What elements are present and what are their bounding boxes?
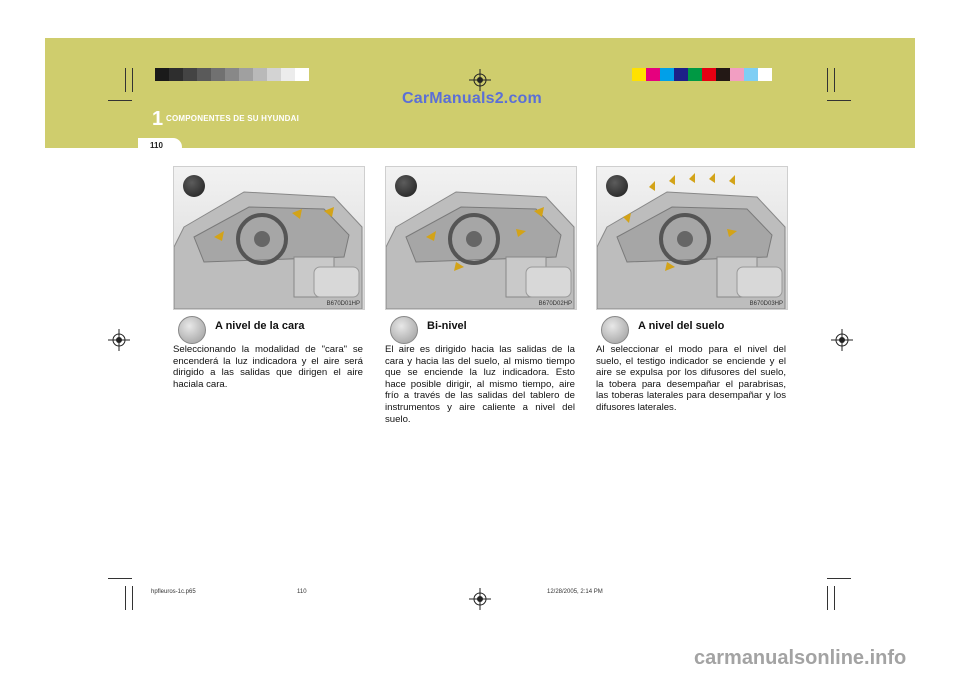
- dashboard-illustration-icon: [174, 167, 364, 309]
- crop-mark: [827, 100, 851, 101]
- section-title: COMPONENTES DE SU HYUNDAI: [166, 114, 300, 123]
- figure-code: B670D03HP: [749, 301, 783, 307]
- crop-mark: [125, 68, 126, 92]
- grayscale-bar: [155, 68, 309, 81]
- page-number-tab: [138, 138, 182, 156]
- dashboard-illustration-icon: [386, 167, 576, 309]
- mode-heading: [596, 316, 786, 340]
- dashboard-figure: [173, 166, 365, 310]
- footer-page: 110: [297, 589, 307, 595]
- bilevel-mode-icon: [390, 316, 418, 344]
- crop-mark: [125, 586, 126, 610]
- crop-mark: [108, 578, 132, 579]
- registration-mark-icon: [108, 329, 130, 351]
- figure-code: B670D01HP: [326, 301, 360, 307]
- process-color-bar: [632, 68, 772, 81]
- mode-heading: [385, 316, 575, 340]
- mode-description: Al seleccionar el modo para el nivel del suelo, el testigo indicador se enciende y el aire se expulsa por los difusores del suelo, la tobera para desempañar el parabrisas, las toberas laterales para desempañar y los difusores laterales.: [596, 344, 786, 413]
- footer-file: hpfleuros-1c.p65: [151, 589, 196, 595]
- registration-mark-icon: [469, 588, 491, 610]
- mode-description: El aire es dirigido hacia las salidas de la cara y hacia las del suelo, al mismo tiempo que se enciende la luz indicadora. Esto hace posible dirigir, al mismo tiempo, aire frío a través de las salidas del tablero de instrumentos y aire caliente a nivel del suelo.: [385, 344, 575, 425]
- mode-title: A nivel de la cara: [215, 320, 305, 332]
- column-floor: [596, 166, 786, 414]
- crop-mark: [827, 586, 828, 610]
- dashboard-figure: [596, 166, 788, 310]
- mode-description: Seleccionando la modalidad de "cara" se encenderá la luz indicadora y el aire será dirigido a las salidas que dirigen el aire haciala cara.: [173, 344, 363, 390]
- registration-mark-icon: [469, 69, 491, 91]
- mode-title: A nivel del suelo: [638, 320, 725, 332]
- column-bilevel: [385, 166, 575, 425]
- mode-heading: [173, 316, 363, 340]
- crop-mark: [827, 68, 828, 92]
- crop-mark: [834, 68, 835, 92]
- registration-mark-icon: [831, 329, 853, 351]
- face-mode-icon: [178, 316, 206, 344]
- watermark-bottom[interactable]: carmanualsonline.info: [694, 647, 907, 669]
- crop-mark: [834, 586, 835, 610]
- crop-mark: [132, 586, 133, 610]
- section-number: 1: [152, 108, 164, 130]
- floor-mode-icon: [601, 316, 629, 344]
- footer-date: 12/28/2005, 2:14 PM: [547, 589, 603, 595]
- crop-mark: [108, 100, 132, 101]
- column-face: [173, 166, 363, 390]
- watermark-top[interactable]: CarManuals2.com: [402, 90, 542, 107]
- dashboard-figure: [385, 166, 577, 310]
- crop-mark: [827, 578, 851, 579]
- page-number: 110: [150, 141, 163, 150]
- figure-code: B670D02HP: [538, 301, 572, 307]
- crop-mark: [132, 68, 133, 92]
- dashboard-illustration-icon: [597, 167, 787, 309]
- mode-title: Bi-nivel: [427, 320, 467, 332]
